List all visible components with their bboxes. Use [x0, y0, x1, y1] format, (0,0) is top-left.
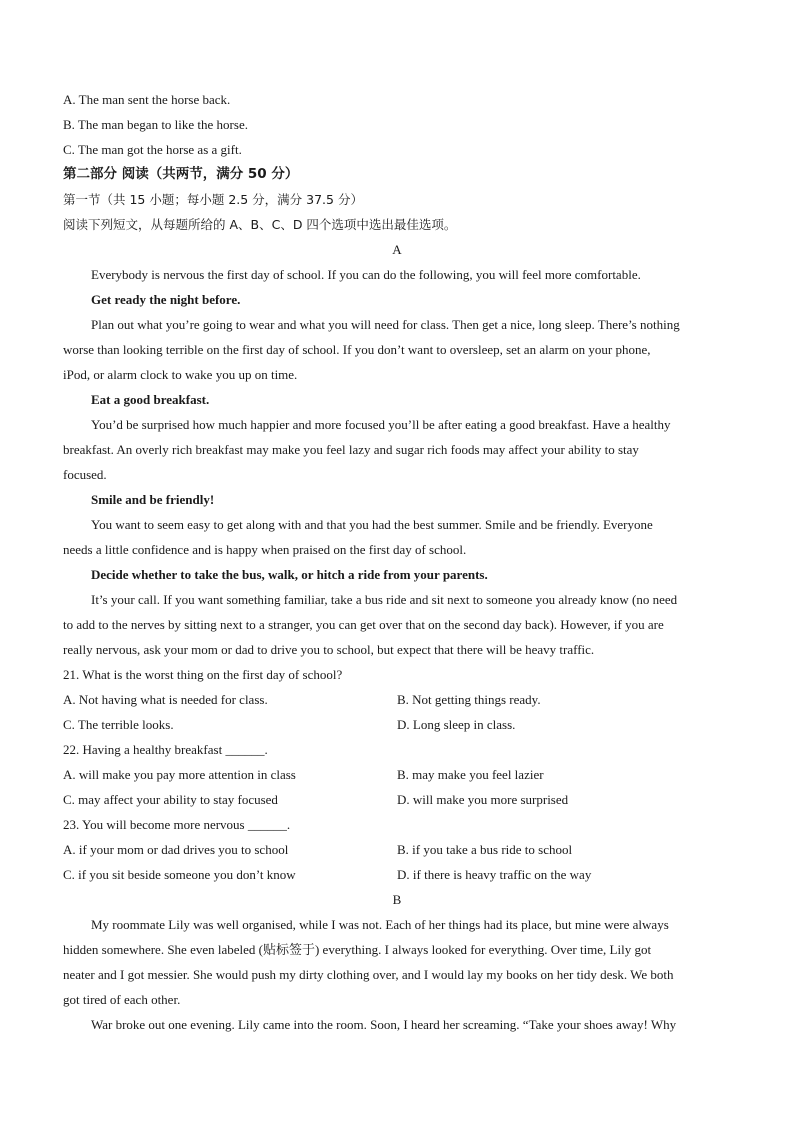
question-23-options-row-1 [63, 837, 731, 862]
passage-a-intro: Everybody is nervous the first day of school. If you can do the following, you will feel more comfortable. [91, 267, 641, 282]
question-22-stem: 22. Having a healthy breakfast ______. [63, 742, 268, 757]
question-option: D. if there is heavy traffic on the way [397, 867, 592, 882]
question-21-options-row-2 [63, 712, 731, 737]
document-page [63, 87, 731, 1037]
section-heading: 第一节（共 15 小题；每小题 2.5 分，满分 37.5 分） [63, 192, 363, 207]
passage-a-label: A [392, 242, 402, 257]
option-b: B. The man began to like the horse. [63, 117, 248, 132]
paragraph-line: needs a little confidence and is happy when praised on the first day of school. [63, 542, 467, 557]
question-option: C. may affect your ability to stay focused [63, 792, 278, 807]
question-21-stem: 21. What is the worst thing on the first day of school? [63, 667, 343, 682]
paragraph-line: iPod, or alarm clock to wake you up on time. [63, 367, 298, 382]
question-option: A. will make you pay more attention in class [63, 767, 296, 782]
passage-b-label: B [392, 892, 402, 907]
paragraph-line: Plan out what you’re going to wear and what you will need for class. Then get a nice, long sleep. There’s nothing [91, 317, 680, 332]
question-option: C. if you sit beside someone you don’t know [63, 867, 296, 882]
question-option: B. Not getting things ready. [397, 692, 541, 707]
tip-1-title: Get ready the night before. [91, 292, 241, 307]
paragraph-line: focused. [63, 467, 107, 482]
paragraph-line: It’s your call. If you want something familiar, take a bus ride and sit next to someone you already know (no need [91, 592, 678, 607]
paragraph-line: You’d be surprised how much happier and more focused you’ll be after eating a good breakfast. Have a healthy [91, 417, 671, 432]
paragraph-line: really nervous, ask your mom or dad to drive you to school, but expect that there will be heavy traffic. [63, 642, 595, 657]
question-22-options-row-2 [63, 787, 731, 812]
paragraph-line: hidden somewhere. She even labeled (贴标签于) everything. I always looked for everything. Over time, Lily got [63, 942, 652, 957]
question-option: D. will make you more surprised [397, 792, 569, 807]
tip-2-title: Eat a good breakfast. [91, 392, 210, 407]
tip-4-title: Decide whether to take the bus, walk, or hitch a ride from your parents. [91, 567, 488, 582]
question-option: B. may make you feel lazier [397, 767, 544, 782]
question-option: D. Long sleep in class. [397, 717, 516, 732]
paragraph-line: You want to seem easy to get along with and that you had the best summer. Smile and be friendly. Everyone [91, 517, 653, 532]
question-option: C. The terrible looks. [63, 717, 174, 732]
option-a: A. The man sent the horse back. [63, 92, 231, 107]
question-23-stem: 23. You will become more nervous ______. [63, 817, 291, 832]
question-option: A. Not having what is needed for class. [63, 692, 268, 707]
paragraph-line: My roommate Lily was well organised, while I was not. Each of her things had its place, but mine were always [91, 917, 669, 932]
instructions: 阅读下列短文，从每题所给的 A、B、C、D 四个选项中选出最佳选项。 [63, 217, 457, 232]
paragraph-line: War broke out one evening. Lily came into the room. Soon, I heard her screaming. “Take your shoes away! Why [91, 1017, 677, 1032]
paragraph-line: got tired of each other. [63, 992, 181, 1007]
paragraph-line: neater and I got messier. She would push my dirty clothing over, and I would lay my books on her tidy desk. We both [63, 967, 674, 982]
paragraph-line: worse than looking terrible on the first day of school. If you don’t want to oversleep, set an alarm on your phone, [63, 342, 651, 357]
option-c: C. The man got the horse as a gift. [63, 142, 242, 157]
paragraph-line: to add to the nerves by sitting next to a stranger, you can get over that on the second day back). However, if you are [63, 617, 664, 632]
paragraph-line: breakfast. An overly rich breakfast may make you feel lazy and sugar rich foods may affect your ability to stay [63, 442, 639, 457]
question-option: B. if you take a bus ride to school [397, 842, 573, 857]
question-21-options-row-1 [63, 687, 731, 712]
question-option: A. if your mom or dad drives you to school [63, 842, 289, 857]
question-22-options-row-1 [63, 762, 731, 787]
question-23-options-row-2 [63, 862, 731, 887]
tip-3-title: Smile and be friendly! [91, 492, 215, 507]
part-heading: 第二部分 阅读（共两节，满分 50 分） [63, 166, 299, 182]
